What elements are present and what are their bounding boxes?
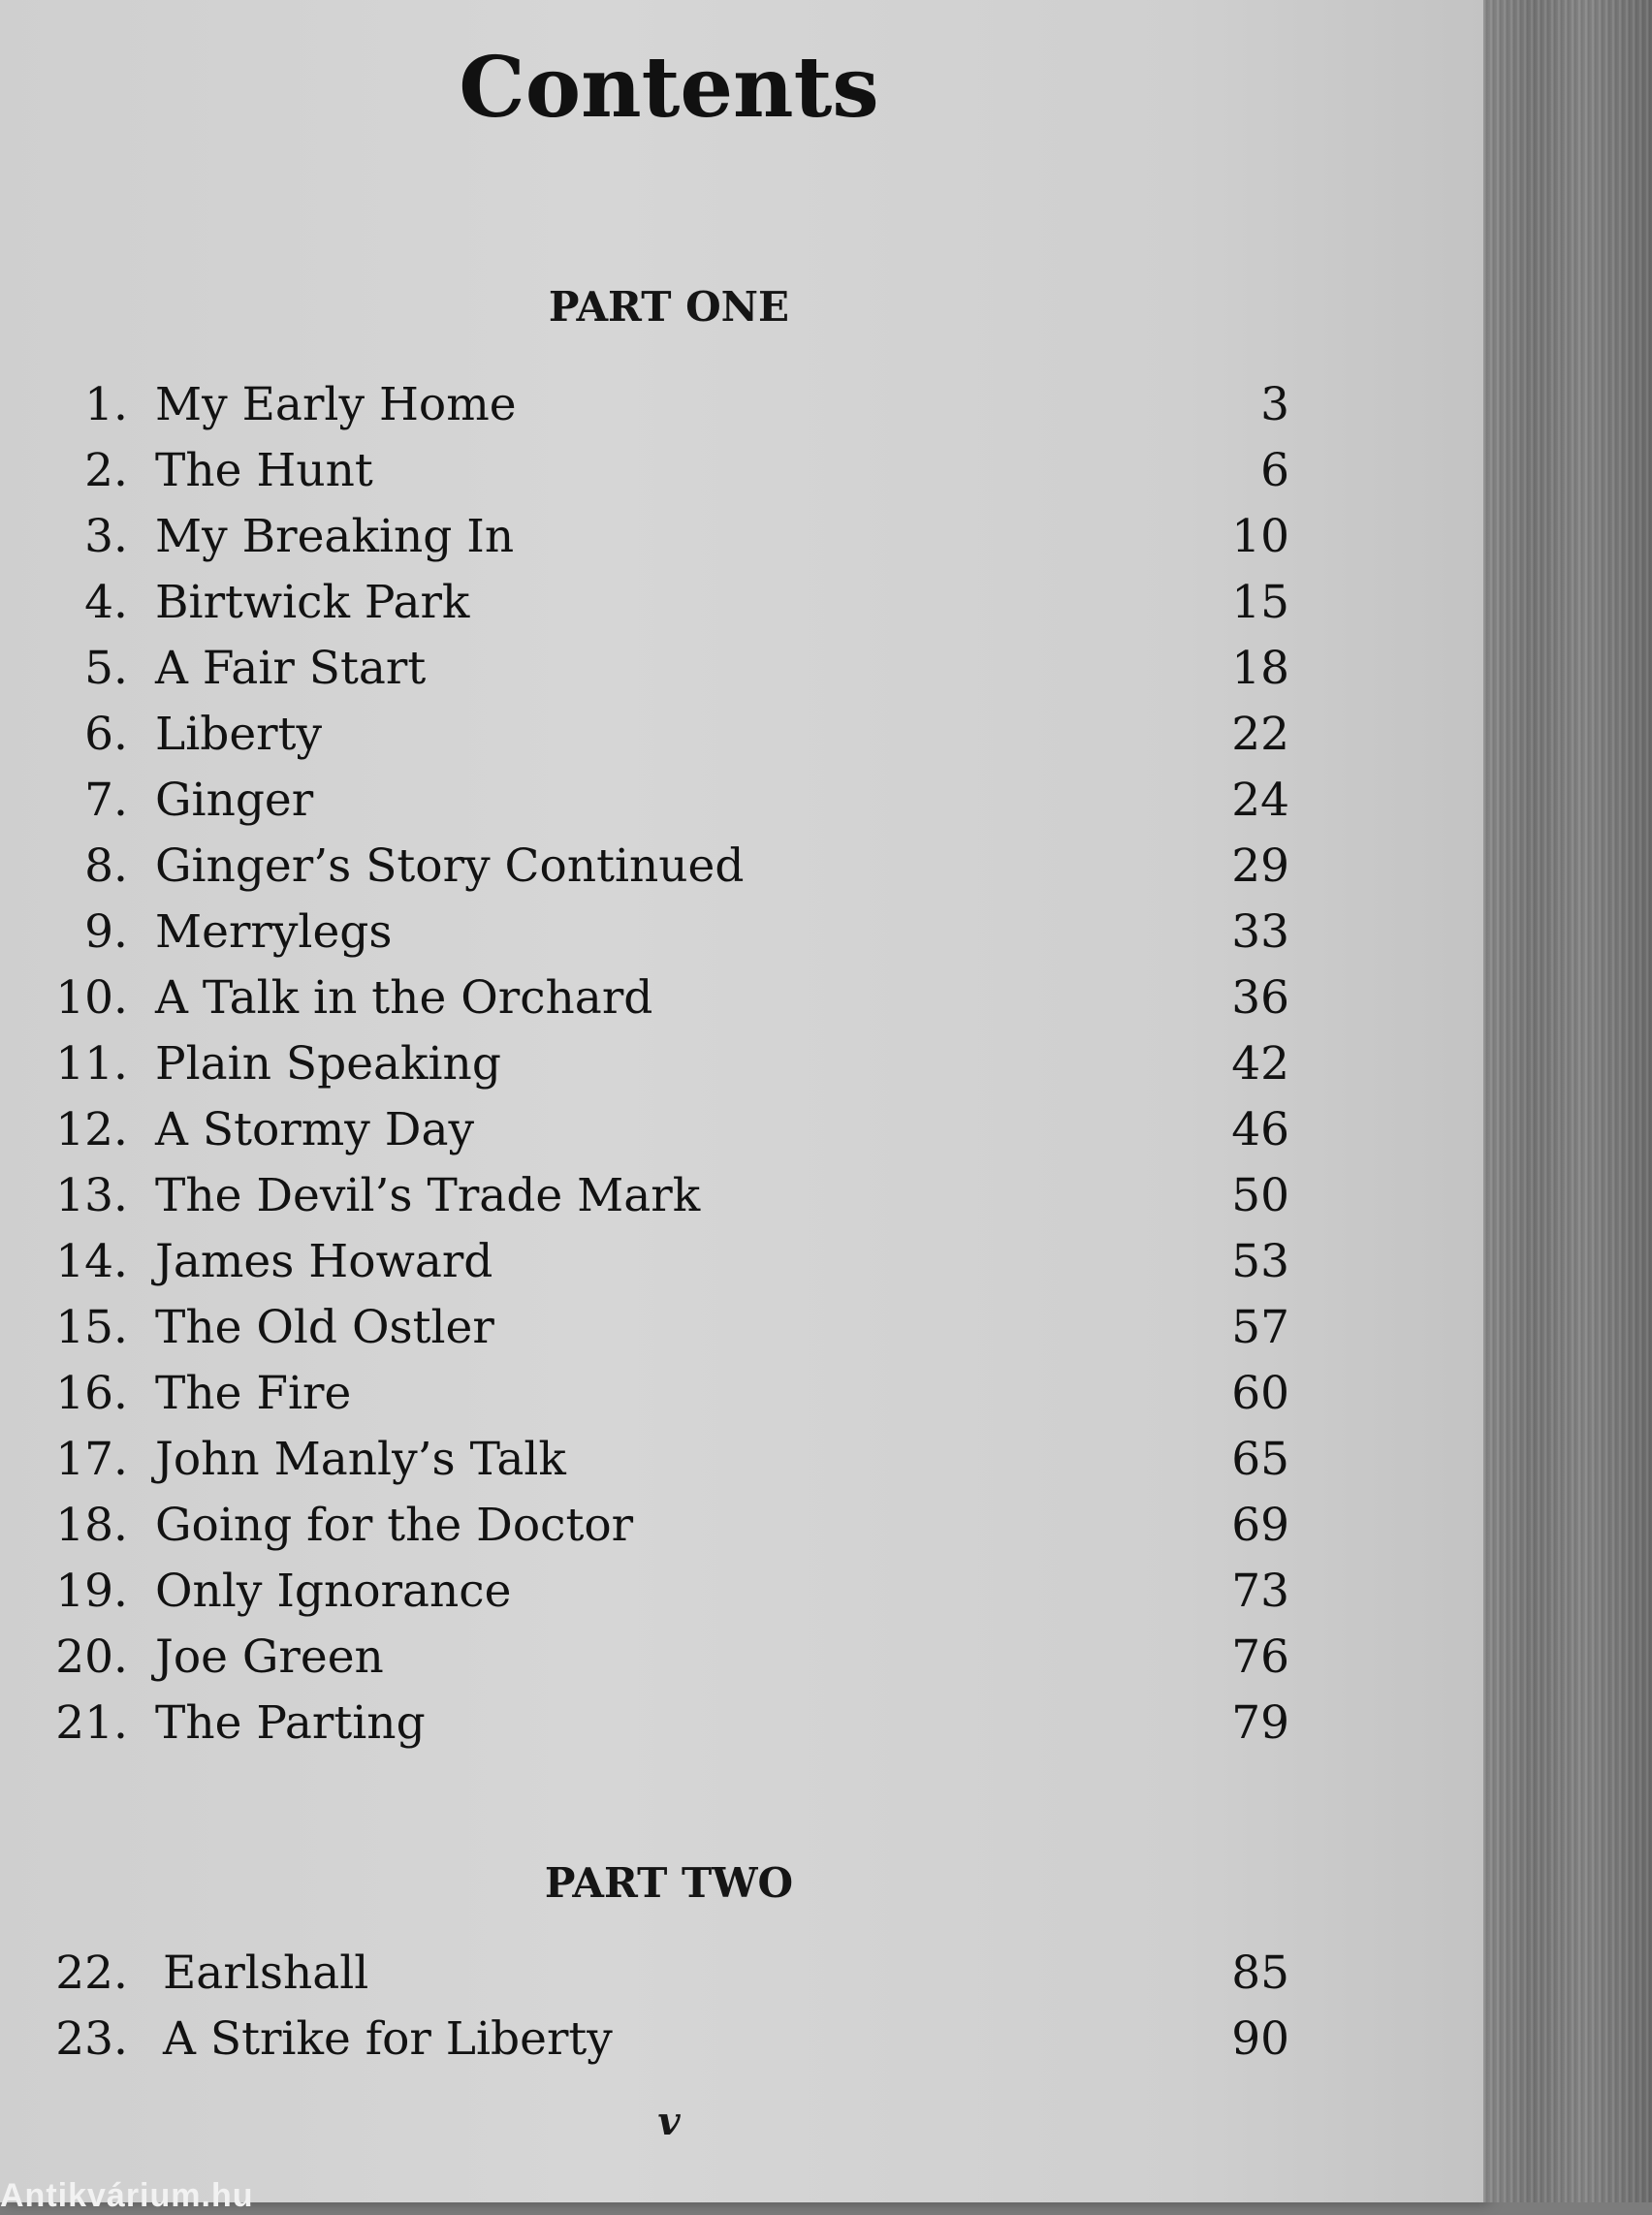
toc-entry <box>0 774 1289 832</box>
part-two-heading: PART TWO <box>544 1859 794 1907</box>
contents-title: Contents <box>459 39 879 137</box>
chapter-number: 17. <box>55 1433 128 1486</box>
page-number: 33 <box>1231 905 1289 959</box>
chapter-number: 14. <box>55 1235 128 1288</box>
toc-entry <box>0 839 1289 898</box>
chapter-number: 11. <box>55 1037 128 1091</box>
chapter-number: 10. <box>55 971 128 1025</box>
chapter-number: 9. <box>84 905 128 959</box>
page-number: 29 <box>1231 839 1289 893</box>
part-one-heading: PART ONE <box>548 283 790 331</box>
chapter-title: The Old Ostler <box>155 1301 494 1354</box>
chapter-number: 19. <box>55 1565 128 1618</box>
toc-entry <box>0 1235 1289 1293</box>
chapter-title: A Talk in the Orchard <box>155 971 653 1025</box>
chapter-number: 20. <box>55 1630 128 1684</box>
chapter-title: The Hunt <box>155 444 373 497</box>
page-number: 79 <box>1231 1696 1289 1750</box>
chapter-number: 23. <box>55 2012 128 2066</box>
page-number: 46 <box>1231 1103 1289 1156</box>
toc-entry <box>0 1103 1289 1161</box>
chapter-title: Going for the Doctor <box>155 1499 634 1552</box>
chapter-number: 7. <box>84 774 128 827</box>
chapter-title: Joe Green <box>155 1630 384 1684</box>
page-number: 53 <box>1231 1235 1289 1288</box>
page-folio: v <box>657 2099 681 2144</box>
chapter-title: Liberty <box>155 708 323 761</box>
watermark: Antikvárium.hu <box>0 2177 254 2214</box>
page-number: 50 <box>1231 1169 1289 1222</box>
page-number: 18 <box>1231 642 1289 695</box>
page-number: 22 <box>1231 708 1289 761</box>
page-number: 69 <box>1231 1499 1289 1552</box>
page-number: 65 <box>1231 1433 1289 1486</box>
chapter-number: 6. <box>84 708 128 761</box>
chapter-number: 21. <box>55 1696 128 1750</box>
page-number: 73 <box>1231 1565 1289 1618</box>
toc-entry <box>0 1696 1289 1755</box>
toc-entry <box>0 971 1289 1029</box>
chapter-number: 4. <box>84 576 128 629</box>
chapter-title: My Breaking In <box>155 510 515 563</box>
chapter-title: My Early Home <box>155 378 517 431</box>
chapter-number: 22. <box>55 1946 128 2000</box>
page-number: 76 <box>1231 1630 1289 1684</box>
chapter-number: 5. <box>84 642 128 695</box>
chapter-title: Merrylegs <box>155 905 393 959</box>
page-number: 15 <box>1231 576 1289 629</box>
page-number: 36 <box>1231 971 1289 1025</box>
page-number: 90 <box>1231 2012 1289 2066</box>
chapter-number: 2. <box>84 444 128 497</box>
page-number: 24 <box>1231 774 1289 827</box>
chapter-number: 18. <box>55 1499 128 1552</box>
page-number: 3 <box>1260 378 1289 431</box>
toc-entry <box>0 378 1289 436</box>
page-number: 10 <box>1231 510 1289 563</box>
chapter-title: The Devil’s Trade Mark <box>155 1169 701 1222</box>
toc-entry <box>0 708 1289 766</box>
toc-entry <box>0 1301 1289 1359</box>
chapter-title: A Stormy Day <box>155 1103 475 1156</box>
toc-entry <box>0 905 1289 964</box>
chapter-number: 12. <box>55 1103 128 1156</box>
chapter-title: Only Ignorance <box>155 1565 512 1618</box>
chapter-number: 1. <box>84 378 128 431</box>
page-number: 42 <box>1231 1037 1289 1091</box>
page-number: 60 <box>1231 1367 1289 1420</box>
toc-entry <box>0 1946 1289 2005</box>
chapter-title: John Manly’s Talk <box>155 1433 566 1486</box>
toc-entry <box>0 1499 1289 1557</box>
chapter-title: The Fire <box>155 1367 352 1420</box>
page-number: 85 <box>1231 1946 1289 2000</box>
toc-entry <box>0 576 1289 634</box>
toc-entry <box>0 1367 1289 1425</box>
toc-entry <box>0 444 1289 502</box>
toc-entry <box>0 642 1289 700</box>
chapter-number: 16. <box>55 1367 128 1420</box>
chapter-number: 3. <box>84 510 128 563</box>
toc-entry <box>0 1630 1289 1689</box>
chapter-title: Plain Speaking <box>155 1037 501 1091</box>
page-number: 6 <box>1260 444 1289 497</box>
chapter-title: A Strike for Liberty <box>163 2012 613 2066</box>
chapter-title: Ginger’s Story Continued <box>155 839 745 893</box>
chapter-number: 15. <box>55 1301 128 1354</box>
chapter-number: 8. <box>84 839 128 893</box>
chapter-title: Ginger <box>155 774 314 827</box>
chapter-title: Earlshall <box>163 1946 369 2000</box>
toc-entry <box>0 510 1289 568</box>
chapter-title: Birtwick Park <box>155 576 470 629</box>
toc-entry <box>0 1169 1289 1227</box>
chapter-title: The Parting <box>155 1696 426 1750</box>
page-number: 57 <box>1231 1301 1289 1354</box>
toc-entry <box>0 1433 1289 1491</box>
book-binding-edge <box>1483 0 1652 2202</box>
chapter-title: James Howard <box>155 1235 493 1288</box>
chapter-number: 13. <box>55 1169 128 1222</box>
chapter-title: A Fair Start <box>155 642 427 695</box>
toc-entry <box>0 2012 1289 2071</box>
toc-entry <box>0 1565 1289 1623</box>
toc-entry <box>0 1037 1289 1095</box>
